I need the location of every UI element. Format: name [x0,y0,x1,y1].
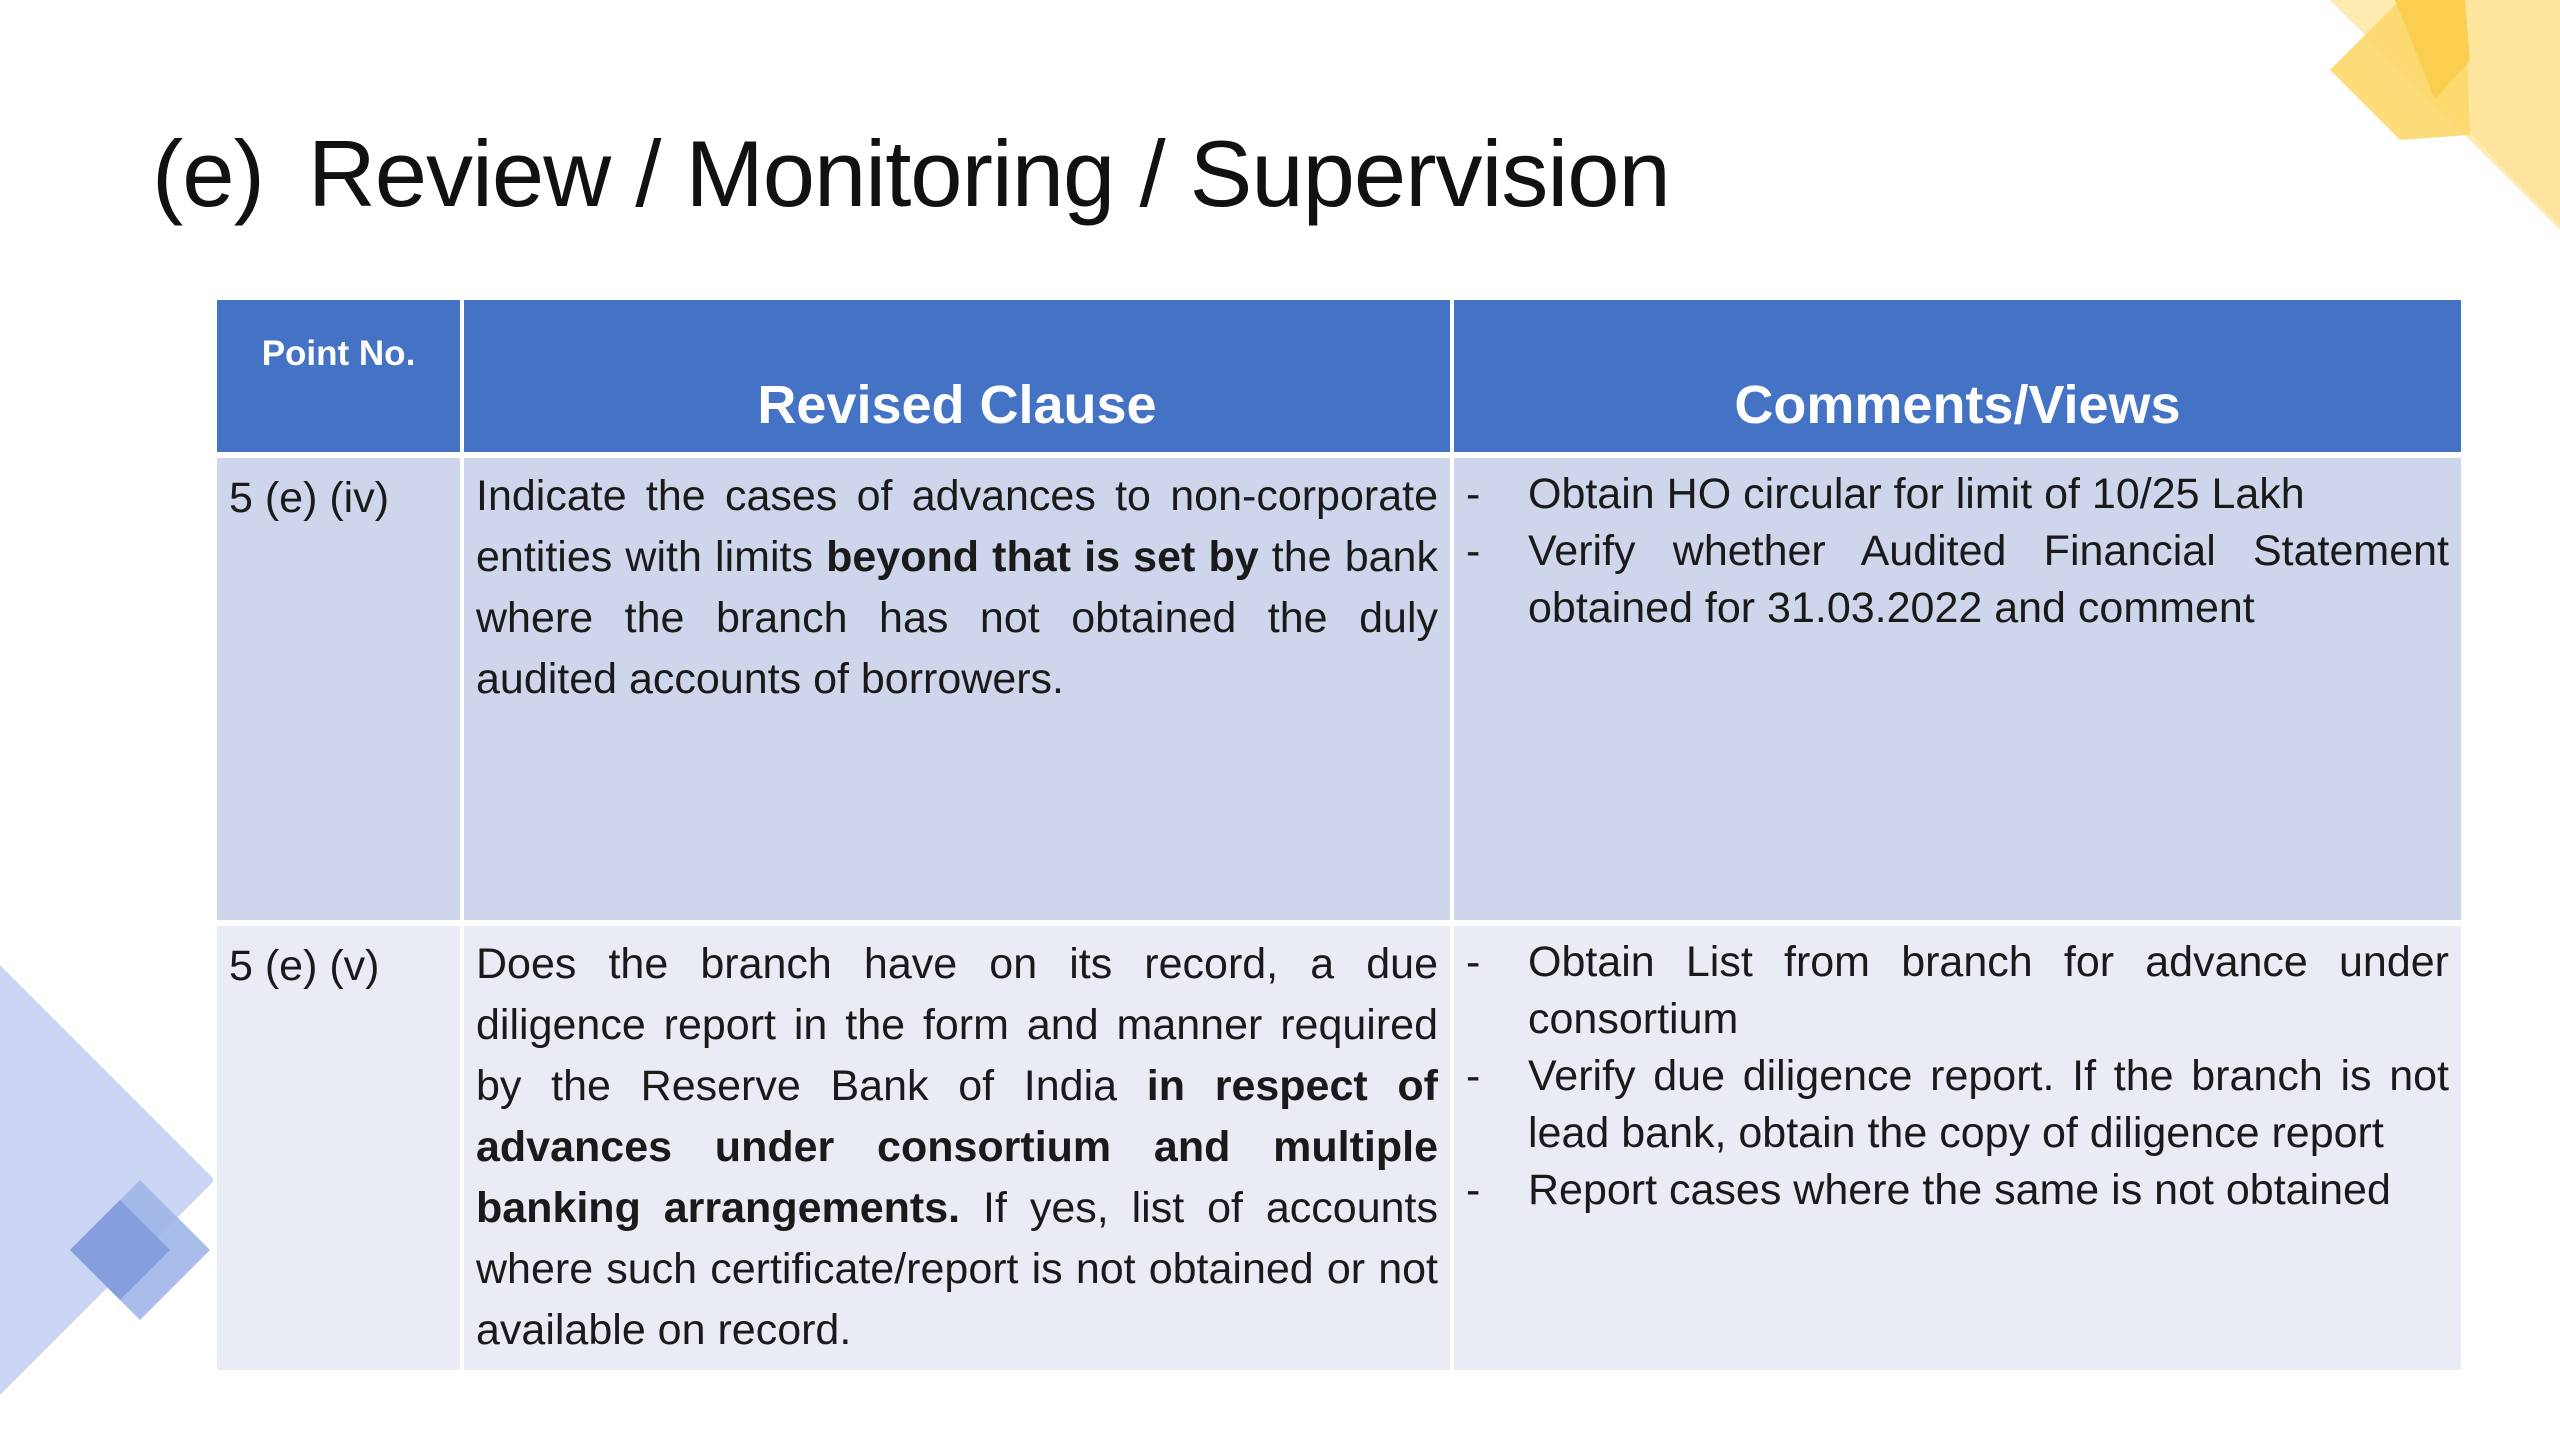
comments-cell [1452,455,2463,923]
clause-text-part: If yes, list of accounts where such certificate/report is not obtained or not available on record. [476,1184,1438,1354]
comment-text: Verify due diligence report. If the branch is not lead bank, obtain the copy of diligence report [1528,1052,2449,1157]
bullet-dash: - [1466,1052,1481,1100]
blue-diamond-front [70,1200,170,1300]
comment-item [1454,466,2449,523]
comment-item [1454,934,2449,1048]
comment-item [1454,1048,2449,1162]
yellow-diamond-front [2330,0,2470,140]
table-row [215,923,2463,1373]
comment-item [1454,1162,2449,1219]
title-prefix: (e) [152,121,264,226]
clause-text-bold: beyond that is set by [826,533,1259,581]
blue-diamond-mid [70,1180,210,1320]
table-row [215,455,2463,923]
comment-text: Report cases where the same is not obtained [1528,1166,2391,1214]
title-text: Review / Monitoring / Supervision [307,121,1670,226]
yellow-diamond-small [2395,0,2470,100]
point-number: 5 (e) (iv) [215,455,462,923]
clause-text-part: Indicate the cases of advances to non-corporate entities with limits [476,472,1438,581]
comment-text: Obtain List from branch for advance under consortium [1528,938,2449,1043]
header-point-no: Point No. [215,298,462,455]
clause-text-bold: in respect of advances under consortium and multiple banking arrangements. [476,1062,1439,1232]
slide-title [152,120,1670,228]
comments-cell [1452,923,2463,1373]
bullet-dash: - [1466,1166,1481,1214]
yellow-diamond-back [2330,0,2560,230]
comment-text: Verify whether Audited Financial Statement obtained for 31.03.2022 and comment [1528,527,2449,632]
table-header-row [215,298,2463,455]
clause-text-part: Does the branch have on its record, a due diligence report in the form and manner required by the Reserve Bank of India [476,940,1438,1110]
bullet-dash: - [1466,938,1481,986]
point-number: 5 (e) (v) [215,923,462,1373]
clause-text [462,923,1452,1373]
bullet-dash: - [1466,527,1481,575]
header-comments-views: Comments/Views [1452,298,2463,455]
blue-triangle-large [0,965,215,1395]
comments-list [1454,934,2449,1219]
header-revised-clause: Revised Clause [462,298,1452,455]
clause-text [462,455,1452,923]
comments-list [1454,466,2449,637]
yellow-band [2395,0,2560,225]
comment-text: Obtain HO circular for limit of 10/25 Lakh [1528,470,2305,518]
review-table [213,296,2465,1376]
comment-item [1454,523,2449,637]
bullet-dash: - [1466,470,1481,518]
clause-text-part: the bank where the branch has not obtained the duly audited accounts of borrowers. [476,533,1438,703]
